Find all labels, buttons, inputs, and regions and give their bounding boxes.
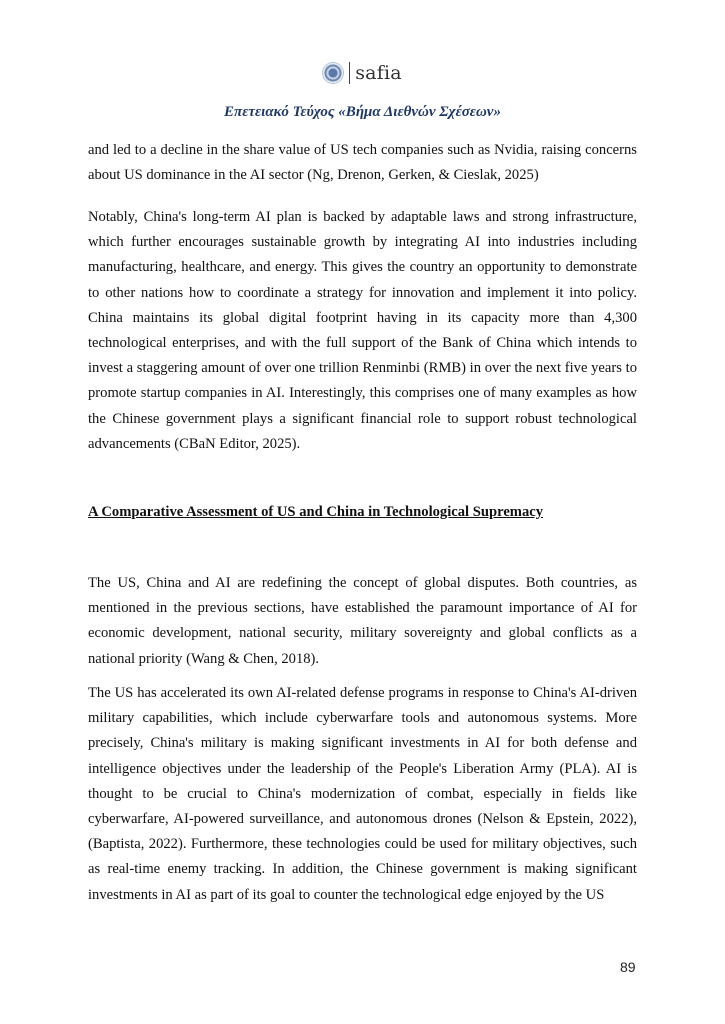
paragraph-us-defense: The US has accelerated its own AI-related defense programs in response to China's AI-driven military capabilities, which include cyberwarfare tools and autonomous systems. More precisely, China's military is making significant investments in AI for both defense and intelligence objectives under the leadership of the People's Liberation Army (PLA). AI is thought to be crucial to China's modernization of combat, especially in fields like cyberwarfare, AI-powered surveillance, and autonomous drones (Nelson & Epstein, 2022), (Baptista, 2022). Furthermore, these technologies could be used for military objectives, such as real-time enemy tracking. In addition, the Chinese government is making significant investments in AI as part of its goal to counter the technological edge enjoyed by the US [88,685,637,903]
logo-divider [349,62,350,84]
paragraph-china-ai-plan: Notably, China's long-term AI plan is backed by adaptable laws and strong infrastructure, which further encourages sustainable growth by integrating AI into industries including manufacturing, healthcare, and energy. This gives the country an opportunity to demonstrate to other nations how to coordinate a strategy for innovation and implement it into policy. China maintains its global digital footprint having in its capacity more than 4,300 technological enterprises, and with the full support of the Bank of China which intends to invest a staggering amount of over one trillion Renminbi (RMB) in over the next five years to promote startup companies in AI. Interestingly, this comprises one of many examples as how the Chinese government plays a significant financial role to support robust technological advancements (CBaN Editor, 2025). [88,209,637,452]
page-number: 89 [620,959,636,975]
section-heading: A Comparative Assessment of US and China in Technological Supremacy [88,504,544,520]
journal-logo [0,58,725,88]
seal-emblem-icon [323,63,343,83]
journal-title: Επετειακό Τεύχος «Βήμα Διεθνών Σχέσεων» [224,104,501,120]
paragraph-global-disputes: The US, China and AI are redefining the concept of global disputes. Both countries, as mentioned in the previous sections, have established the paramount importance of AI for economic development, national security, military sovereignty and global conflicts as a national priority (Wang & Chen, 2018). [88,575,637,667]
logo-text: safia [355,61,402,84]
paragraph-continuation: and led to a decline in the share value of US tech companies such as Nvidia, raising concerns about US dominance in the AI sector (Ng, Drenon, Gerken, & Cieslak, 2025) [88,142,637,184]
